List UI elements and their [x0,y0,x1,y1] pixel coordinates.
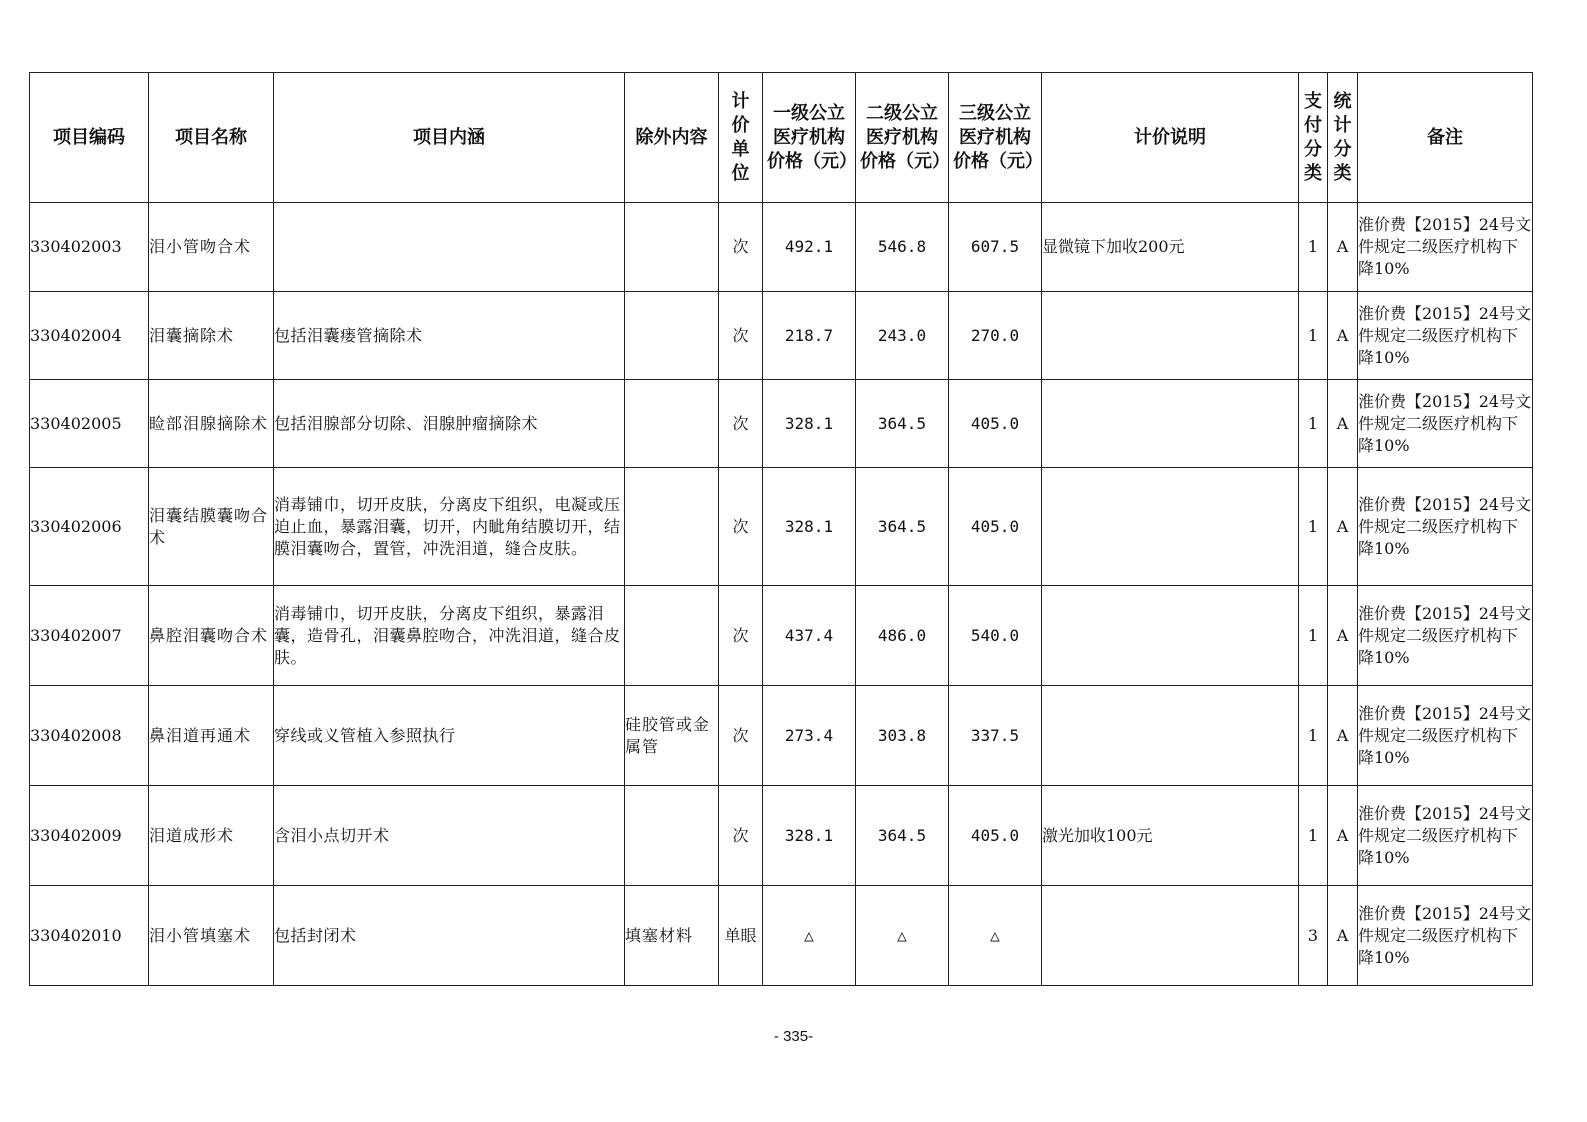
cell-stat: A [1328,886,1358,986]
cell-exclusion [625,203,719,292]
cell-name: 鼻腔泪囊吻合术 [149,586,274,686]
cell-unit: 次 [719,686,763,786]
table-row [30,292,1533,380]
cell-unit: 次 [719,586,763,686]
header-exclusion: 除外内容 [625,73,719,203]
header-level3-price: 三级公立医疗机构价格（元） [949,73,1042,203]
cell-remark: 淮价费【2015】24号文件规定二级医疗机构下降10% [1358,886,1533,986]
cell-note: 显微镜下加收200元 [1042,203,1299,292]
header-level2-price: 二级公立医疗机构价格（元） [856,73,949,203]
cell-note [1042,380,1299,468]
cell-payment: 1 [1299,292,1328,380]
cell-payment: 1 [1299,468,1328,586]
cell-content: 包括封闭术 [274,886,625,986]
cell-content: 穿线或义管植入参照执行 [274,686,625,786]
header-payment: 支付分类 [1299,73,1328,203]
cell-note [1042,586,1299,686]
cell-level2-price: △ [856,886,949,986]
cell-level1-price: 218.7 [763,292,856,380]
header-stat: 统计分类 [1328,73,1358,203]
cell-level3-price: 405.0 [949,468,1042,586]
header-note: 计价说明 [1042,73,1299,203]
cell-level3-price: 607.5 [949,203,1042,292]
cell-level3-price: 540.0 [949,586,1042,686]
cell-note [1042,686,1299,786]
cell-remark: 淮价费【2015】24号文件规定二级医疗机构下降10% [1358,292,1533,380]
cell-note [1042,886,1299,986]
cell-level3-price: 405.0 [949,380,1042,468]
header-level1-price: 一级公立医疗机构价格（元） [763,73,856,203]
cell-exclusion: 硅胶管或金属管 [625,686,719,786]
cell-level3-price: 270.0 [949,292,1042,380]
cell-unit: 次 [719,292,763,380]
cell-exclusion [625,468,719,586]
cell-name: 泪道成形术 [149,786,274,886]
cell-code: 330402010 [30,886,149,986]
table-row [30,886,1533,986]
cell-level1-price: 328.1 [763,468,856,586]
cell-level1-price: 328.1 [763,380,856,468]
cell-payment: 1 [1299,203,1328,292]
table-row [30,468,1533,586]
cell-name: 泪小管吻合术 [149,203,274,292]
cell-level3-price: 405.0 [949,786,1042,886]
cell-exclusion: 填塞材料 [625,886,719,986]
cell-remark: 淮价费【2015】24号文件规定二级医疗机构下降10% [1358,380,1533,468]
table-row [30,380,1533,468]
cell-stat: A [1328,686,1358,786]
cell-stat: A [1328,786,1358,886]
cell-code: 330402009 [30,786,149,886]
cell-level2-price: 546.8 [856,203,949,292]
cell-content: 包括泪囊瘘管摘除术 [274,292,625,380]
cell-remark: 淮价费【2015】24号文件规定二级医疗机构下降10% [1358,586,1533,686]
cell-exclusion [625,786,719,886]
header-remark: 备注 [1358,73,1533,203]
table-body [30,203,1533,986]
cell-content: 消毒铺巾，切开皮肤，分离皮下组织，电凝或压迫止血，暴露泪囊，切开，内眦角结膜切开，结膜泪囊吻合，置管，冲洗泪道，缝合皮肤。 [274,468,625,586]
cell-unit: 次 [719,468,763,586]
table-row [30,203,1533,292]
cell-name: 泪囊结膜囊吻合术 [149,468,274,586]
table-row [30,586,1533,686]
cell-level2-price: 364.5 [856,786,949,886]
cell-unit: 次 [719,786,763,886]
cell-payment: 1 [1299,786,1328,886]
cell-name: 睑部泪腺摘除术 [149,380,274,468]
cell-level2-price: 364.5 [856,468,949,586]
table-row [30,786,1533,886]
cell-content: 含泪小点切开术 [274,786,625,886]
cell-stat: A [1328,203,1358,292]
cell-stat: A [1328,292,1358,380]
cell-level2-price: 243.0 [856,292,949,380]
cell-payment: 1 [1299,686,1328,786]
cell-level1-price: 437.4 [763,586,856,686]
cell-stat: A [1328,586,1358,686]
cell-name: 泪囊摘除术 [149,292,274,380]
cell-level2-price: 303.8 [856,686,949,786]
cell-payment: 1 [1299,380,1328,468]
cell-remark: 淮价费【2015】24号文件规定二级医疗机构下降10% [1358,468,1533,586]
cell-level1-price: △ [763,886,856,986]
cell-code: 330402004 [30,292,149,380]
cell-name: 泪小管填塞术 [149,886,274,986]
cell-unit: 单眼 [719,886,763,986]
cell-level3-price: △ [949,886,1042,986]
cell-level1-price: 273.4 [763,686,856,786]
price-table [29,72,1533,986]
cell-code: 330402007 [30,586,149,686]
cell-level2-price: 364.5 [856,380,949,468]
cell-remark: 淮价费【2015】24号文件规定二级医疗机构下降10% [1358,686,1533,786]
cell-exclusion [625,292,719,380]
cell-stat: A [1328,468,1358,586]
cell-code: 330402006 [30,468,149,586]
cell-name: 鼻泪道再通术 [149,686,274,786]
header-code: 项目编码 [30,73,149,203]
header-unit: 计价单位 [719,73,763,203]
cell-exclusion [625,586,719,686]
cell-code: 330402003 [30,203,149,292]
cell-level1-price: 328.1 [763,786,856,886]
page-number: - 335- [773,1028,814,1045]
cell-code: 330402005 [30,380,149,468]
cell-content: 包括泪腺部分切除、泪腺肿瘤摘除术 [274,380,625,468]
cell-level3-price: 337.5 [949,686,1042,786]
cell-unit: 次 [719,380,763,468]
cell-stat: A [1328,380,1358,468]
cell-payment: 3 [1299,886,1328,986]
header-content: 项目内涵 [274,73,625,203]
header-name: 项目名称 [149,73,274,203]
cell-remark: 淮价费【2015】24号文件规定二级医疗机构下降10% [1358,203,1533,292]
cell-level1-price: 492.1 [763,203,856,292]
cell-remark: 淮价费【2015】24号文件规定二级医疗机构下降10% [1358,786,1533,886]
cell-content [274,203,625,292]
cell-note [1042,468,1299,586]
cell-unit: 次 [719,203,763,292]
cell-note [1042,292,1299,380]
cell-code: 330402008 [30,686,149,786]
table-row [30,686,1533,786]
cell-payment: 1 [1299,586,1328,686]
cell-level2-price: 486.0 [856,586,949,686]
cell-note: 激光加收100元 [1042,786,1299,886]
cell-exclusion [625,380,719,468]
header-row [30,73,1533,203]
cell-content: 消毒铺巾，切开皮肤，分离皮下组织，暴露泪囊，造骨孔，泪囊鼻腔吻合，冲洗泪道，缝合皮肤。 [274,586,625,686]
